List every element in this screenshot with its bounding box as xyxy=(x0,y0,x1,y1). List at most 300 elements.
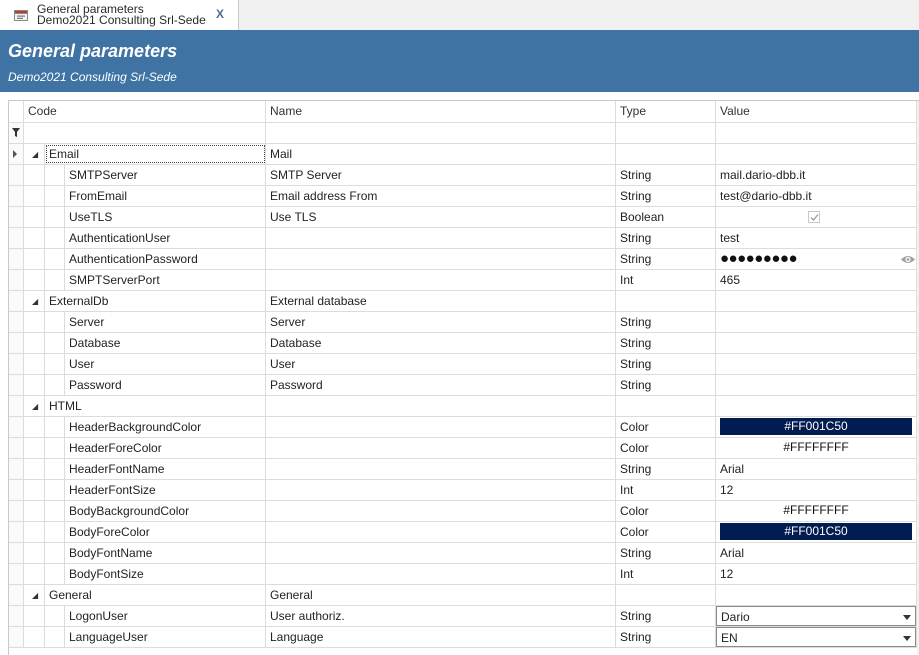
param-name-cell[interactable] xyxy=(266,543,616,563)
param-value-cell[interactable] xyxy=(716,627,917,647)
param-value xyxy=(716,315,720,329)
param-value xyxy=(716,378,720,392)
param-row-headerfontsize[interactable] xyxy=(9,480,919,501)
param-value-cell[interactable] xyxy=(716,564,917,584)
column-header-code[interactable]: Code xyxy=(24,101,266,122)
param-value: 465 xyxy=(720,273,741,287)
close-tab-button[interactable]: X xyxy=(215,7,224,21)
group-code-cell[interactable] xyxy=(24,396,266,416)
param-value xyxy=(716,357,720,371)
color-value-swatch[interactable]: #FF001C50 xyxy=(720,523,912,540)
param-name-cell[interactable] xyxy=(266,333,616,353)
param-code: BodyForeColor xyxy=(69,525,150,539)
param-name xyxy=(266,462,270,476)
filter-cell-value[interactable] xyxy=(716,123,917,143)
param-row-smptserverport[interactable] xyxy=(9,270,919,291)
param-code-cell[interactable] xyxy=(24,606,266,626)
param-type: String xyxy=(620,168,652,182)
param-value-cell[interactable] xyxy=(716,606,917,626)
param-value-cell[interactable] xyxy=(716,417,917,437)
param-value: Arial xyxy=(720,462,745,476)
param-type-cell[interactable] xyxy=(616,438,716,458)
param-name-cell[interactable] xyxy=(266,312,616,332)
tree-indent xyxy=(24,312,45,332)
param-code: BodyFontSize xyxy=(69,567,144,581)
value-dropdown[interactable] xyxy=(716,627,916,647)
tree-indent xyxy=(24,291,45,311)
tree-indent xyxy=(24,543,45,563)
param-code-cell[interactable] xyxy=(24,375,266,395)
page-subtitle: Demo2021 Consulting Srl-Sede xyxy=(8,70,177,84)
param-type-cell[interactable] xyxy=(616,480,716,500)
param-name xyxy=(266,504,270,518)
group-type-cell[interactable] xyxy=(616,144,716,164)
tree-indent xyxy=(24,501,45,521)
param-value-cell[interactable] xyxy=(716,480,917,500)
param-code-cell[interactable] xyxy=(24,354,266,374)
param-code: AuthenticationPassword xyxy=(69,252,198,266)
filter-row xyxy=(9,123,919,144)
param-code: Database xyxy=(69,336,121,350)
param-type: String xyxy=(620,315,652,329)
param-code-cell[interactable] xyxy=(24,438,266,458)
focused-cell-outline xyxy=(46,145,265,163)
param-name-cell[interactable] xyxy=(266,165,616,185)
collapse-chevron-icon[interactable]: ◢ xyxy=(32,297,39,306)
tree-indent xyxy=(24,417,45,437)
current-row-pointer-icon xyxy=(13,150,17,158)
param-name: Use TLS xyxy=(270,210,317,224)
tree-indent xyxy=(45,522,65,542)
param-type-cell[interactable] xyxy=(616,606,716,626)
param-type: Int xyxy=(620,273,634,287)
param-row-bodybackgroundcolor[interactable] xyxy=(9,501,919,522)
tree-indent xyxy=(24,249,45,269)
param-type: Color xyxy=(620,525,649,539)
tree-indent xyxy=(45,249,65,269)
row-indicator xyxy=(9,585,24,605)
tree-indent xyxy=(45,228,65,248)
param-type: String xyxy=(620,546,652,560)
tree-indent xyxy=(24,333,45,353)
password-value[interactable]: ●●●●●●●●● xyxy=(720,250,798,267)
document-tab-strip xyxy=(0,0,919,30)
param-code: SMTPServer xyxy=(69,168,138,182)
group-name-cell[interactable] xyxy=(266,144,616,164)
param-value-cell[interactable] xyxy=(716,501,917,521)
row-indicator xyxy=(9,228,24,248)
param-row-usetls[interactable] xyxy=(9,207,919,228)
param-type: String xyxy=(620,357,652,371)
param-name-cell[interactable] xyxy=(266,207,616,227)
param-type: String xyxy=(620,630,652,644)
param-name: Email address From xyxy=(270,189,378,203)
param-value-cell[interactable] xyxy=(716,270,917,290)
param-code: Password xyxy=(69,378,122,392)
tree-indent xyxy=(45,312,65,332)
row-indicator xyxy=(9,606,24,626)
filter-cell-type[interactable] xyxy=(616,123,716,143)
param-value: 12 xyxy=(720,567,734,581)
param-type: String xyxy=(620,609,652,623)
param-name-cell[interactable] xyxy=(266,249,616,269)
param-value: mail.dario-dbb.it xyxy=(720,168,806,182)
collapse-chevron-icon[interactable]: ◢ xyxy=(32,150,39,159)
param-value: test xyxy=(720,231,740,245)
group-name: Mail xyxy=(270,147,293,161)
param-row-bodyfontsize[interactable] xyxy=(9,564,919,585)
param-name xyxy=(266,546,270,560)
checkmark-icon xyxy=(810,213,819,222)
tab-title: General parameters xyxy=(37,2,144,16)
group-value-cell[interactable] xyxy=(716,291,917,311)
param-type: Boolean xyxy=(620,210,665,224)
tree-indent xyxy=(24,165,45,185)
param-value-cell[interactable] xyxy=(716,165,917,185)
param-type: String xyxy=(620,252,652,266)
param-code: AuthenticationUser xyxy=(69,231,171,245)
group-code-cell[interactable] xyxy=(24,585,266,605)
group-type-cell[interactable] xyxy=(616,291,716,311)
group-type-cell[interactable] xyxy=(616,585,716,605)
param-value-cell[interactable] xyxy=(716,438,917,458)
param-row-authenticationuser[interactable] xyxy=(9,228,919,249)
row-indicator xyxy=(9,501,24,521)
param-name-cell[interactable] xyxy=(266,627,616,647)
tree-indent xyxy=(24,564,45,584)
tree-indent xyxy=(24,438,45,458)
row-indicator xyxy=(9,480,24,500)
param-type: Color xyxy=(620,420,649,434)
parameters-tree-grid xyxy=(8,100,919,655)
param-code-cell[interactable] xyxy=(24,627,266,647)
param-type-cell[interactable] xyxy=(616,186,716,206)
param-type-cell[interactable] xyxy=(616,375,716,395)
group-code: General xyxy=(49,588,92,602)
param-row-headerbackgroundcolor[interactable] xyxy=(9,417,919,438)
group-row-externaldb[interactable] xyxy=(9,291,919,312)
param-row-languageuser[interactable] xyxy=(9,627,919,648)
param-value-cell[interactable] xyxy=(716,312,917,332)
filter-icon[interactable] xyxy=(12,128,20,137)
row-indicator xyxy=(9,333,24,353)
param-name: User xyxy=(270,357,296,371)
param-name-cell[interactable] xyxy=(266,228,616,248)
param-code: HeaderFontName xyxy=(69,462,165,476)
param-type-cell[interactable] xyxy=(616,543,716,563)
show-password-eye-icon[interactable] xyxy=(900,254,916,265)
collapse-chevron-icon[interactable]: ◢ xyxy=(32,402,39,411)
page-header xyxy=(0,30,919,92)
row-indicator xyxy=(9,312,24,332)
tree-indent xyxy=(45,186,65,206)
tree-indent xyxy=(24,459,45,479)
tree-indent xyxy=(24,375,45,395)
tree-indent xyxy=(45,627,65,647)
tree-indent xyxy=(24,354,45,374)
param-value-cell[interactable] xyxy=(716,207,917,227)
param-type: String xyxy=(620,231,652,245)
tree-indent xyxy=(45,354,65,374)
param-name-cell[interactable] xyxy=(266,480,616,500)
param-name xyxy=(266,483,270,497)
param-row-password[interactable] xyxy=(9,375,919,396)
tree-indent xyxy=(24,207,45,227)
row-indicator xyxy=(9,459,24,479)
param-row-smtpserver[interactable] xyxy=(9,165,919,186)
tree-indent xyxy=(45,165,65,185)
tree-indent xyxy=(45,417,65,437)
param-value: test@dario-dbb.it xyxy=(720,189,812,203)
document-tab-general-parameters[interactable] xyxy=(0,0,239,30)
param-code-cell[interactable] xyxy=(24,228,266,248)
color-value-swatch[interactable]: #FFFFFFFF xyxy=(720,502,912,519)
tab-subtitle: Demo2021 Consulting Srl-Sede xyxy=(37,13,206,27)
group-row-general[interactable] xyxy=(9,585,919,606)
tree-indent xyxy=(45,207,65,227)
param-value-cell[interactable] xyxy=(716,228,917,248)
group-name-cell[interactable] xyxy=(266,585,616,605)
param-code: LogonUser xyxy=(69,609,128,623)
group-value-cell[interactable] xyxy=(716,585,917,605)
param-name-cell[interactable] xyxy=(266,606,616,626)
param-row-database[interactable] xyxy=(9,333,919,354)
dropdown-selected-value: Dario xyxy=(721,610,750,624)
param-type-cell[interactable] xyxy=(616,501,716,521)
param-name-cell[interactable] xyxy=(266,270,616,290)
param-code: FromEmail xyxy=(69,189,128,203)
param-name-cell[interactable] xyxy=(266,375,616,395)
param-value-cell[interactable] xyxy=(716,249,917,269)
group-row-email[interactable] xyxy=(9,144,919,165)
param-code: LanguageUser xyxy=(69,630,148,644)
row-indicator xyxy=(9,627,24,647)
column-header-row xyxy=(9,101,919,123)
filter-gutter xyxy=(9,123,24,143)
chevron-down-icon[interactable] xyxy=(903,615,911,620)
row-indicator xyxy=(9,522,24,542)
row-indicator xyxy=(9,564,24,584)
filter-cell-name[interactable] xyxy=(266,123,616,143)
param-value: 12 xyxy=(720,483,734,497)
param-type-cell[interactable] xyxy=(616,333,716,353)
tree-indent xyxy=(24,228,45,248)
param-name: Database xyxy=(270,336,322,350)
column-header-value[interactable]: Value xyxy=(716,101,917,122)
tree-indent xyxy=(24,186,45,206)
row-indicator xyxy=(9,354,24,374)
param-row-bodyforecolor[interactable] xyxy=(9,522,919,543)
param-code: Server xyxy=(69,315,105,329)
param-code-cell[interactable] xyxy=(24,207,266,227)
row-indicator xyxy=(9,249,24,269)
tree-indent xyxy=(24,480,45,500)
row-indicator xyxy=(9,165,24,185)
param-name: Password xyxy=(270,378,323,392)
param-type: Int xyxy=(620,567,634,581)
group-value-cell[interactable] xyxy=(716,396,917,416)
param-type: String xyxy=(620,336,652,350)
param-type: String xyxy=(620,378,652,392)
param-value-cell[interactable] xyxy=(716,186,917,206)
param-code-cell[interactable] xyxy=(24,417,266,437)
param-name-cell[interactable] xyxy=(266,186,616,206)
param-value-cell[interactable] xyxy=(716,333,917,353)
param-row-bodyfontname[interactable] xyxy=(9,543,919,564)
param-row-fromemail[interactable] xyxy=(9,186,919,207)
param-code-cell[interactable] xyxy=(24,165,266,185)
param-value-cell[interactable] xyxy=(716,375,917,395)
tree-indent xyxy=(24,585,45,605)
param-code-cell[interactable] xyxy=(24,501,266,521)
param-name xyxy=(266,420,270,434)
collapse-chevron-icon[interactable]: ◢ xyxy=(32,591,39,600)
tree-indent xyxy=(45,480,65,500)
tree-indent xyxy=(45,606,65,626)
param-name: Server xyxy=(270,315,306,329)
column-header-name[interactable]: Name xyxy=(266,101,616,122)
param-type-cell[interactable] xyxy=(616,165,716,185)
param-type: String xyxy=(620,462,652,476)
param-name: User authoriz. xyxy=(270,609,345,623)
param-code-cell[interactable] xyxy=(24,564,266,584)
use-tls-checkbox[interactable] xyxy=(808,211,820,223)
param-type-cell[interactable] xyxy=(616,417,716,437)
param-value: Arial xyxy=(720,546,745,560)
tree-indent xyxy=(45,543,65,563)
tree-indent xyxy=(24,396,45,416)
param-type-cell[interactable] xyxy=(616,312,716,332)
param-type-cell[interactable] xyxy=(616,627,716,647)
header-gutter xyxy=(9,101,24,122)
param-type-cell[interactable] xyxy=(616,522,716,542)
page-title: General parameters xyxy=(8,41,178,61)
param-value xyxy=(716,336,720,350)
param-name-cell[interactable] xyxy=(266,501,616,521)
tree-indent xyxy=(24,144,45,164)
row-indicator xyxy=(9,543,24,563)
tree-indent xyxy=(45,333,65,353)
tree-indent xyxy=(45,438,65,458)
row-indicator xyxy=(9,396,24,416)
group-row-html[interactable] xyxy=(9,396,919,417)
param-type-cell[interactable] xyxy=(616,207,716,227)
param-type-cell[interactable] xyxy=(616,564,716,584)
param-row-user[interactable] xyxy=(9,354,919,375)
param-code-cell[interactable] xyxy=(24,333,266,353)
param-value-cell[interactable] xyxy=(716,459,917,479)
param-code: User xyxy=(69,357,95,371)
param-name-cell[interactable] xyxy=(266,459,616,479)
filter-cell-code[interactable] xyxy=(24,123,266,143)
group-code: ExternalDb xyxy=(49,294,109,308)
param-code: UseTLS xyxy=(69,210,113,224)
group-code: Email xyxy=(49,147,80,161)
value-dropdown[interactable] xyxy=(716,606,916,626)
param-type-cell[interactable] xyxy=(616,249,716,269)
param-row-headerfontname[interactable] xyxy=(9,459,919,480)
group-name: External database xyxy=(270,294,367,308)
tree-indent xyxy=(45,459,65,479)
param-code-cell[interactable] xyxy=(24,543,266,563)
param-row-authenticationpassword[interactable] xyxy=(9,249,919,270)
param-value-cell[interactable] xyxy=(716,354,917,374)
param-type-cell[interactable] xyxy=(616,270,716,290)
param-name xyxy=(266,231,270,245)
param-name-cell[interactable] xyxy=(266,417,616,437)
row-indicator xyxy=(9,438,24,458)
param-name xyxy=(266,273,270,287)
param-type-cell[interactable] xyxy=(616,459,716,479)
param-code-cell[interactable] xyxy=(24,312,266,332)
param-name-cell[interactable] xyxy=(266,564,616,584)
param-type: Color xyxy=(620,504,649,518)
tree-indent xyxy=(24,627,45,647)
param-type-cell[interactable] xyxy=(616,354,716,374)
param-row-logonuser[interactable] xyxy=(9,606,919,627)
param-row-server[interactable] xyxy=(9,312,919,333)
param-code: HeaderForeColor xyxy=(69,441,162,455)
param-name: Language xyxy=(270,630,324,644)
group-code-cell[interactable] xyxy=(24,144,266,164)
param-value-cell[interactable] xyxy=(716,543,917,563)
group-value-cell[interactable] xyxy=(716,144,917,164)
param-code-cell[interactable] xyxy=(24,249,266,269)
param-name xyxy=(266,567,270,581)
group-name-cell[interactable] xyxy=(266,396,616,416)
param-code: BodyFontName xyxy=(69,546,153,560)
tree-indent xyxy=(45,270,65,290)
color-value-swatch[interactable]: #FFFFFFFF xyxy=(720,439,912,456)
column-header-type[interactable]: Type xyxy=(616,101,716,122)
tree-indent xyxy=(45,375,65,395)
param-type-cell[interactable] xyxy=(616,228,716,248)
group-name xyxy=(266,399,270,413)
param-code-cell[interactable] xyxy=(24,480,266,500)
param-name xyxy=(266,252,270,266)
group-name-cell[interactable] xyxy=(266,291,616,311)
chevron-down-icon[interactable] xyxy=(903,636,911,641)
tree-indent xyxy=(45,501,65,521)
tree-indent xyxy=(45,564,65,584)
group-type-cell[interactable] xyxy=(616,396,716,416)
param-name: SMTP Server xyxy=(270,168,342,182)
param-code: BodyBackgroundColor xyxy=(69,504,190,518)
row-indicator xyxy=(9,207,24,227)
param-code-cell[interactable] xyxy=(24,522,266,542)
param-code-cell[interactable] xyxy=(24,186,266,206)
param-name-cell[interactable] xyxy=(266,522,616,542)
group-name: General xyxy=(270,588,313,602)
tree-indent xyxy=(24,606,45,626)
dropdown-selected-value: EN xyxy=(721,631,738,645)
param-code-cell[interactable] xyxy=(24,270,266,290)
settings-document-icon xyxy=(14,9,28,21)
row-indicator xyxy=(9,144,24,164)
group-code-cell[interactable] xyxy=(24,291,266,311)
param-name-cell[interactable] xyxy=(266,438,616,458)
row-indicator xyxy=(9,270,24,290)
param-type: String xyxy=(620,189,652,203)
param-code-cell[interactable] xyxy=(24,459,266,479)
row-indicator xyxy=(9,375,24,395)
row-indicator xyxy=(9,186,24,206)
param-value-cell[interactable] xyxy=(716,522,917,542)
color-value-swatch[interactable]: #FF001C50 xyxy=(720,418,912,435)
param-name-cell[interactable] xyxy=(266,354,616,374)
param-row-headerforecolor[interactable] xyxy=(9,438,919,459)
group-code: HTML xyxy=(49,399,82,413)
